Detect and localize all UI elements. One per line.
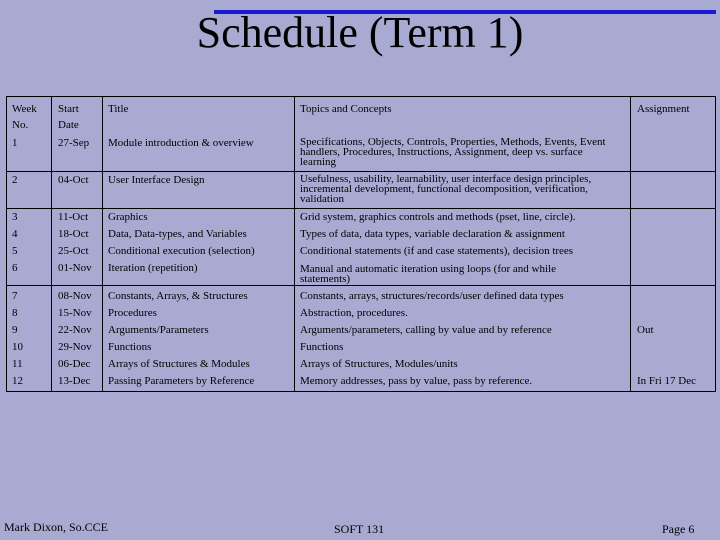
row-divider bbox=[7, 171, 715, 172]
slide-title: Schedule (Term 1) bbox=[196, 8, 524, 57]
session-title: Conditional execution (selection) bbox=[108, 245, 255, 257]
row-divider bbox=[7, 285, 715, 286]
column-divider bbox=[630, 97, 631, 391]
session-topics: Usefulness, usability, learnability, user interface design principles, incremental development, functional decomposition, verification, validation bbox=[300, 173, 592, 205]
session-title: Arguments/Parameters bbox=[108, 324, 209, 336]
week-number: 12 bbox=[12, 375, 23, 387]
session-topics: Memory addresses, pass by value, pass by reference. bbox=[300, 375, 533, 387]
header-topics: Topics and Concepts bbox=[300, 103, 392, 115]
session-title: Iteration (repetition) bbox=[108, 262, 198, 274]
start-date: 22-Nov bbox=[58, 324, 92, 336]
week-number: 8 bbox=[12, 307, 18, 319]
footer-author: Mark Dixon, So.CCE bbox=[4, 520, 109, 534]
start-date: 25-Oct bbox=[58, 245, 89, 257]
schedule-table bbox=[6, 96, 716, 392]
column-divider bbox=[294, 97, 295, 391]
session-topics: Constants, arrays, structures/records/user defined data types bbox=[300, 290, 564, 302]
start-date: 08-Nov bbox=[58, 290, 92, 302]
session-topics: Arguments/parameters, calling by value and by reference bbox=[300, 324, 552, 336]
week-number: 10 bbox=[12, 341, 23, 353]
row-divider bbox=[7, 208, 715, 209]
session-title: Procedures bbox=[108, 307, 157, 319]
week-number: 4 bbox=[12, 228, 18, 240]
start-date: 18-Oct bbox=[58, 228, 89, 240]
header-title: Title bbox=[108, 103, 129, 115]
start-date: 29-Nov bbox=[58, 341, 92, 353]
session-title: Data, Data-types, and Variables bbox=[108, 228, 247, 240]
header-start-date: Start Date bbox=[58, 103, 79, 131]
start-date: 01-Nov bbox=[58, 262, 92, 274]
week-number: 1 bbox=[12, 137, 18, 149]
session-title: User Interface Design bbox=[108, 174, 205, 186]
session-title: Passing Parameters by Reference bbox=[108, 375, 255, 387]
start-date: 06-Dec bbox=[58, 358, 91, 370]
week-number: 9 bbox=[12, 324, 18, 336]
session-topics: Grid system, graphics controls and methods (pset, line, circle). bbox=[300, 211, 576, 223]
title-bar bbox=[0, 0, 720, 60]
start-date: 27-Sep bbox=[58, 137, 90, 149]
column-divider bbox=[51, 97, 52, 391]
week-number: 6 bbox=[12, 262, 18, 274]
assignment-status: In Fri 17 Dec bbox=[637, 375, 696, 387]
week-number: 2 bbox=[12, 174, 18, 186]
footer-course: SOFT 131 bbox=[334, 522, 385, 536]
footer-page-number: Page 6 bbox=[662, 522, 695, 536]
week-number: 3 bbox=[12, 211, 18, 223]
week-number: 5 bbox=[12, 245, 18, 257]
session-title: Module introduction & overview bbox=[108, 137, 254, 149]
assignment-status: Out bbox=[637, 324, 654, 336]
header-week: Week No. bbox=[12, 103, 37, 131]
session-topics: Types of data, data types, variable declaration & assignment bbox=[300, 228, 565, 240]
week-number: 11 bbox=[12, 358, 23, 370]
session-title: Functions bbox=[108, 341, 152, 353]
session-topics: Abstraction, procedures. bbox=[300, 307, 408, 319]
session-topics: Conditional statements (if and case statements), decision trees bbox=[300, 245, 574, 257]
session-title: Arrays of Structures & Modules bbox=[108, 358, 250, 370]
session-topics: Functions bbox=[300, 341, 344, 353]
session-title: Graphics bbox=[108, 211, 148, 223]
session-topics: Manual and automatic iteration using loops (for and while statements) bbox=[300, 263, 556, 285]
week-number: 7 bbox=[12, 290, 18, 302]
session-title: Constants, Arrays, & Structures bbox=[108, 290, 248, 302]
session-topics: Specifications, Objects, Controls, Properties, Methods, Events, Event handlers, Procedures, Instructions, Assignment, deep vs. surface learning bbox=[300, 136, 606, 168]
session-topics: Arrays of Structures, Modules/units bbox=[300, 358, 458, 370]
header-assignment: Assignment bbox=[637, 103, 690, 115]
start-date: 15-Nov bbox=[58, 307, 92, 319]
start-date: 13-Dec bbox=[58, 375, 91, 387]
start-date: 11-Oct bbox=[58, 211, 89, 223]
start-date: 04-Oct bbox=[58, 174, 89, 186]
column-divider bbox=[102, 97, 103, 391]
